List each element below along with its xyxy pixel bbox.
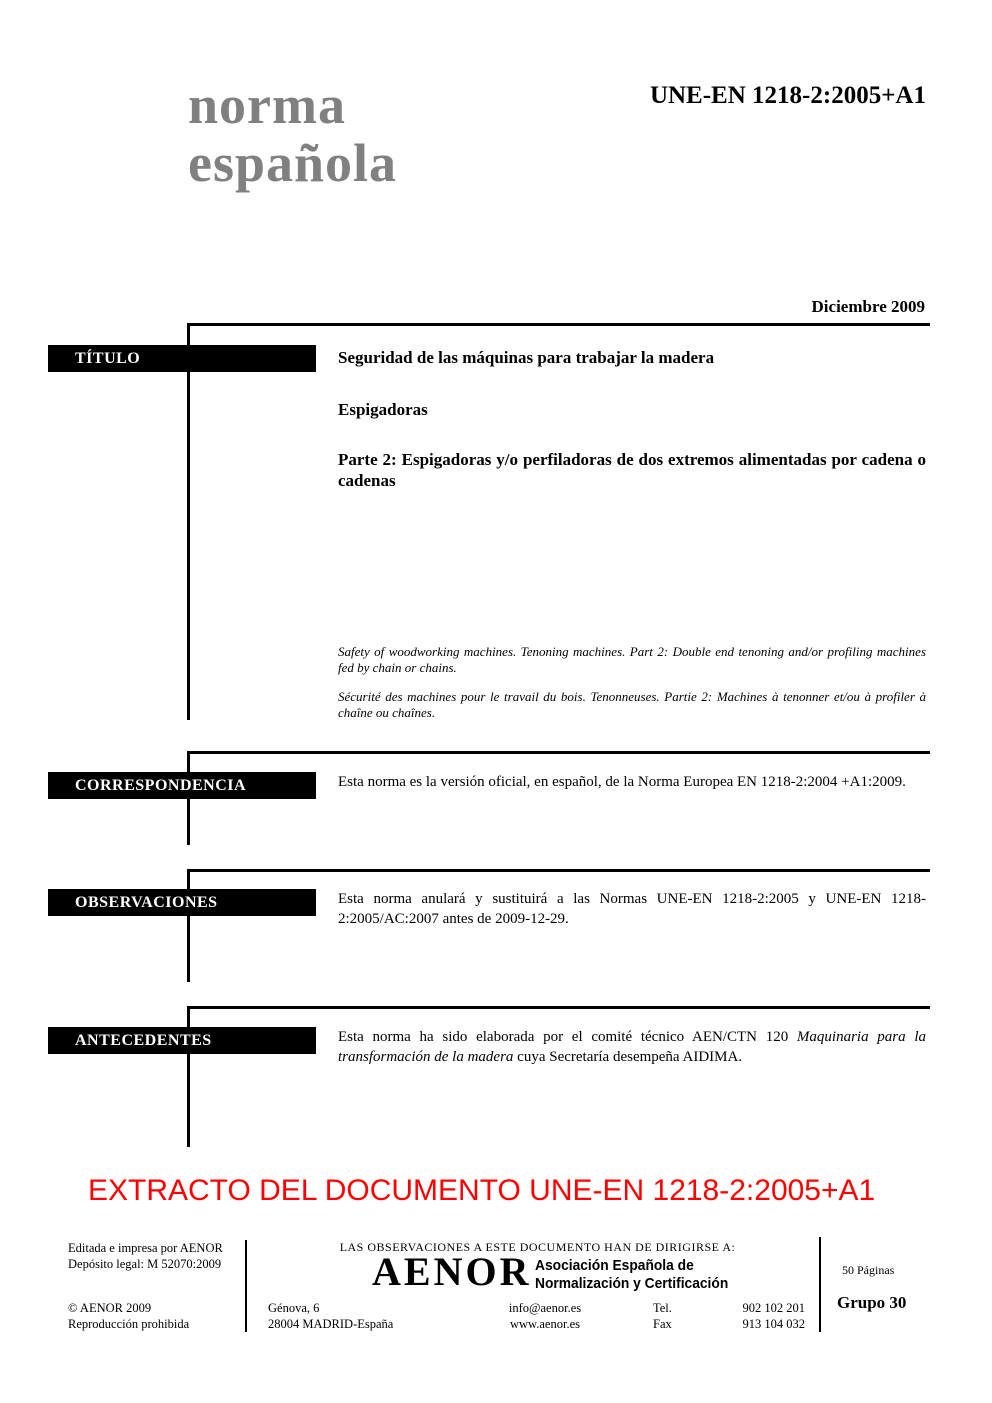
- publication-date: Diciembre 2009: [811, 297, 925, 316]
- footer-fax-label: Fax: [653, 1317, 672, 1331]
- title-line-2: Espigadoras: [338, 400, 428, 419]
- antecedentes-text-committee-name: Maquinaria para la transformación de la madera: [338, 1029, 926, 1065]
- footer-fax-row: [653, 1316, 805, 1332]
- brand-wordmark: [188, 76, 397, 192]
- footer-fax-value: 913 104 032: [742, 1317, 805, 1331]
- footer-website: www.aenor.es: [509, 1317, 580, 1331]
- correspondencia-top-rule: [188, 751, 930, 754]
- observaciones-vertical-rule: [187, 869, 190, 982]
- footer-address-city: 28004 MADRID-España: [268, 1317, 394, 1331]
- footer-group: Grupo 30: [837, 1293, 907, 1312]
- footer-reproduction-notice: Reproducción prohibida: [68, 1317, 190, 1331]
- aenor-subtitle-line-1: Asociación Española de: [535, 1257, 694, 1274]
- footer-legal-deposit: Depósito legal: M 52070:2009: [68, 1257, 222, 1271]
- footer-edited-by: Editada e impresa por AENOR: [68, 1241, 223, 1255]
- footer-observations-notice: LAS OBSERVACIONES A ESTE DOCUMENTO HAN DE DIRIGIRSE A:: [339, 1240, 736, 1254]
- title-line-1: Seguridad de las máquinas para trabajar la madera: [338, 348, 715, 367]
- footer-address: [268, 1300, 393, 1332]
- brand-line-2: española: [188, 133, 398, 193]
- footer-phone-block: [653, 1300, 805, 1332]
- antecedentes-text: [338, 1027, 926, 1067]
- footer-imprint: [68, 1240, 223, 1272]
- footer-tel-value: 902 102 201: [742, 1301, 805, 1315]
- title-french-translation: Sécurité des machines pour le travail du bois. Tenonneuses. Partie 2: Machines à tenonner et/ou à profiler à chaîne ou chaînes.: [338, 689, 926, 720]
- correspondencia-text: Esta norma es la versión oficial, en español, de la Norma Europea EN 1218-2:2004 +A1:2009.: [338, 774, 906, 790]
- titulo-label: TÍTULO: [48, 345, 316, 372]
- footer-copyright: [68, 1300, 189, 1332]
- observaciones-label: OBSERVACIONES: [48, 889, 316, 916]
- aenor-logo: AENOR: [372, 1249, 532, 1294]
- extract-banner: EXTRACTO DEL DOCUMENTO UNE-EN 1218-2:2005+A1: [88, 1174, 876, 1207]
- document-code: UNE-EN 1218-2:2005+A1: [649, 82, 926, 109]
- footer-address-street: Génova, 6: [268, 1301, 320, 1315]
- footer-copyright-line: © AENOR 2009: [68, 1301, 152, 1315]
- brand-line-1: norma: [188, 75, 346, 135]
- observaciones-text: Esta norma anulará y sustituirá a las Normas UNE-EN 1218-2:2005 y UNE-EN 1218-2:2005/AC:2007 antes de 2009-12-29.: [338, 891, 926, 927]
- antecedentes-text-suffix: cuya Secretaría desempeña AIDIMA.: [513, 1049, 743, 1065]
- footer-tel-label: Tel.: [653, 1301, 672, 1315]
- title-line-3: Parte 2: Espigadoras y/o perfiladoras de dos extremos alimentadas por cadena o cadenas: [338, 450, 926, 490]
- antecedentes-top-rule: [188, 1006, 930, 1009]
- footer-email: info@aenor.es: [508, 1301, 582, 1315]
- footer-divider-left: [245, 1240, 247, 1332]
- antecedentes-label: ANTECEDENTES: [48, 1027, 316, 1054]
- footer-telephone-row: [653, 1300, 805, 1316]
- antecedentes-text-prefix: Esta norma ha sido elaborada por el comité técnico AEN/CTN 120: [338, 1029, 797, 1045]
- correspondencia-label: CORRESPONDENCIA: [48, 772, 316, 799]
- aenor-logo-subtitle: [535, 1257, 728, 1293]
- title-english-translation: Safety of woodworking machines. Tenoning machines. Part 2: Double end tenoning and/or profiling machines fed by chain or chains.: [338, 644, 926, 675]
- observaciones-top-rule: [188, 869, 930, 872]
- footer-page-count: 50 Páginas: [842, 1263, 895, 1277]
- aenor-subtitle-line-2: Normalización y Certificación: [535, 1275, 729, 1292]
- titulo-vertical-rule: [187, 323, 190, 720]
- titulo-top-rule: [188, 323, 930, 326]
- footer-contact-online: [470, 1300, 620, 1332]
